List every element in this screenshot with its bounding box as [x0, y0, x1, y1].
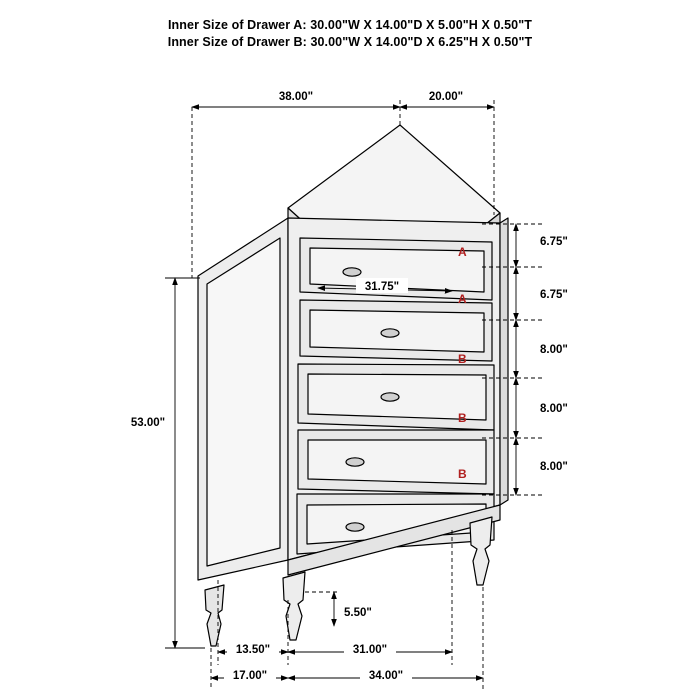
dim-label-base-inner: 17.00"	[232, 670, 268, 682]
header-line-1: Inner Size of Drawer A: 30.00"W X 14.00"D X 5.00"H X 0.50"T	[167, 18, 532, 32]
dim-label-stack-4: 8.00"	[540, 403, 568, 415]
leg-front-left	[283, 572, 305, 640]
dim-label-stack-5: 8.00"	[540, 461, 568, 473]
dim-label-stack-2: 6.75"	[540, 289, 568, 301]
dim-label-leg-height: 5.50"	[344, 607, 372, 619]
dim-label-overall-height: 53.00"	[130, 417, 166, 429]
drawer-pull-2	[381, 329, 399, 337]
dim-label-top-width: 38.00"	[278, 91, 314, 103]
leg-back-left	[205, 585, 224, 646]
dim-label-stack-3: 8.00"	[540, 344, 568, 356]
leg-front-right	[470, 517, 492, 585]
drawer-pull-4	[346, 458, 364, 466]
dim-label-body-width: 31.00"	[352, 644, 388, 656]
chest-right-edge	[500, 218, 508, 505]
dim-label-foot-width: 13.50"	[235, 644, 271, 656]
chest-illustration	[198, 125, 508, 646]
drawer-pull-5	[346, 523, 364, 531]
drawer-pull-1	[343, 268, 361, 277]
dim-label-drawer-width: 31.75"	[364, 281, 400, 293]
header-line-2: Inner Size of Drawer B: 30.00"W X 14.00"D X 6.25"H X 0.50"T	[167, 35, 533, 49]
drawer-label-3: B	[458, 352, 467, 366]
drawer-label-4: B	[458, 411, 467, 425]
drawer-label-2: A	[458, 292, 467, 306]
chest-side-panel-inner	[207, 238, 280, 566]
drawer-pull-3	[381, 393, 399, 401]
dim-label-top-depth: 20.00"	[428, 91, 464, 103]
dim-label-stack-1: 6.75"	[540, 236, 568, 248]
dim-label-base-outer: 34.00"	[368, 670, 404, 682]
drawer-label-5: B	[458, 467, 467, 481]
drawer-label-1: A	[458, 245, 467, 259]
